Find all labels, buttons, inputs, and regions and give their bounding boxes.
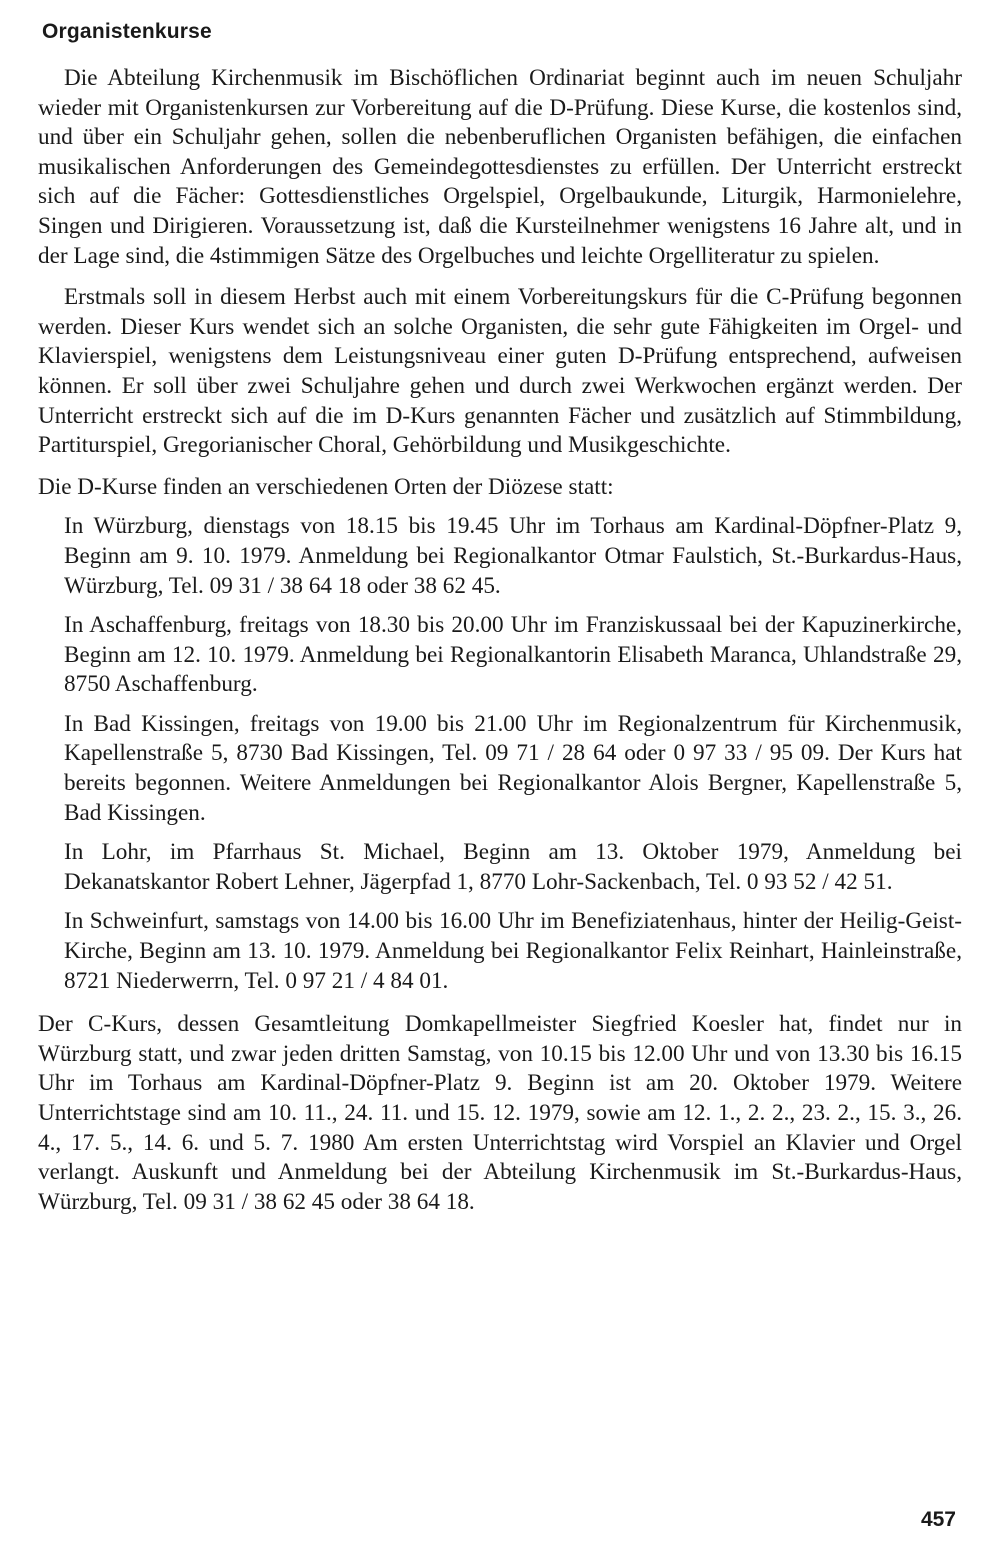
c-course-details-paragraph: Der C-Kurs, dessen Gesamtleitung Domkapellmeister Siegfried Koesler hat, findet nur in Würzburg statt, und zwar jeden dritten Samstag, von 10.15 bis 12.00 Uhr und von 13.30 bis 16.15 Uhr im Torhaus am Kardinal-Döpfner-Platz 9. Beginn ist am 20. Oktober 1979. Weitere Unterrichtstage sind am 10. 11., 24. 11. und 15. 12. 1979, sowie am 12. 1., 2. 2., 23. 2., 15. 3., 26. 4., 17. 5., 14. 6. und 5. 7. 1980 Am ersten Unterrichtstag wird Vorspiel an Klavier und Orgel verlangt. Auskunft und Anmeldung bei der Abteilung Kirchenmusik im St.-Burkardus-Haus, Würzburg, Tel. 09 31 / 38 62 45 oder 38 64 18.: [38, 1011, 962, 1215]
document-page: [38, 14, 962, 1229]
location-list: [64, 512, 962, 996]
intro-paragraph: Die Abteilung Kirchenmusik im Bischöflichen Ordinariat beginnt auch im neuen Schuljahr wieder mit Organistenkursen zur Vorbereitung auf die D-Prüfung. Diese Kurse, die kostenlos sind, und über ein Schuljahr gehen, sollen die nebenberuflichen Organisten befähigen, die einfachen musikalischen Anforderungen des Gemeindegottesdienstes zu erfüllen. Der Unterricht erstreckt sich auf die Fächer: Gottesdienstliches Orgelspiel, Orgelbaukunde, Liturgik, Harmonielehre, Singen und Dirigieren. Voraussetzung ist, daß die Kursteilnehmer wenigstens 16 Jahre alt, und in der Lage sind, die 4stimmigen Sätze des Orgelbuches und leichte Orgelliteratur zu spielen.: [38, 65, 962, 269]
location-lohr: In Lohr, im Pfarrhaus St. Michael, Beginn am 13. Oktober 1979, Anmeldung bei Dekanatskantor Robert Lehner, Jägerpfad 1, 8770 Lohr-Sackenbach, Tel. 0 93 52 / 42 51.: [64, 839, 962, 895]
d-courses-lead-paragraph: Die D-Kurse finden an verschiedenen Orten der Diözese statt:: [38, 473, 614, 500]
c-course-intro-paragraph: Erstmals soll in diesem Herbst auch mit einem Vorbereitungskurs für die C-Prüfung begonnen werden. Dieser Kurs wendet sich an solche Organisten, die sehr gute Fähigkeiten im Orgel- und Klavierspiel, wenigstens dem Leistungsniveau einer guten D-Prüfung entsprechend, aufweisen können. Er soll über zwei Schuljahre gehen und durch zwei Werkwochen ergänzt werden. Der Unterricht erstreckt sich auf die im D-Kurs genannten Fächer und zusätzlich auf Stimmbildung, Partiturspiel, Gregorianischer Choral, Gehörbildung und Musikgeschichte.: [38, 284, 962, 459]
location-aschaffenburg: In Aschaffenburg, freitags von 18.30 bis 20.00 Uhr im Franziskussaal bei der Kapuzinerkirche, Beginn am 12. 10. 1979. Anmeldung bei Regionalkantorin Elisabeth Maranca, Uhlandstraße 29, 8750 Aschaffenburg.: [64, 612, 962, 698]
location-wuerzburg: In Würzburg, dienstags von 18.15 bis 19.45 Uhr im Torhaus am Kardinal-Döpfner-Platz 9, Beginn am 9. 10. 1979. Anmeldung bei Regionalkantor Otmar Faulstich, St.-Burkardus-Haus, Würzburg, Tel. 09 31 / 38 64 18 oder 38 62 45.: [64, 513, 962, 599]
article-heading: Organistenkurse: [42, 20, 212, 43]
page-number: 457: [920, 1508, 956, 1531]
location-bad-kissingen: In Bad Kissingen, freitags von 19.00 bis 21.00 Uhr im Regionalzentrum für Kirchenmusik, Kapellenstraße 5, 8730 Bad Kissingen, Tel. 09 71 / 28 64 oder 0 97 33 / 95 09. Der Kurs hat bereits begonnen. Weitere Anmeldungen bei Regionalkantor Alois Bergner, Kapellenstraße 5, Bad Kissingen.: [64, 710, 962, 826]
location-schweinfurt: In Schweinfurt, samstags von 14.00 bis 16.00 Uhr im Benefiziatenhaus, hinter der Heilig-Geist-Kirche, Beginn am 13. 10. 1979. Anmeldung bei Regionalkantor Felix Reinhart, Hainleinstraße, 8721 Niederwerrn, Tel. 0 97 21 / 4 84 01.: [64, 908, 962, 994]
